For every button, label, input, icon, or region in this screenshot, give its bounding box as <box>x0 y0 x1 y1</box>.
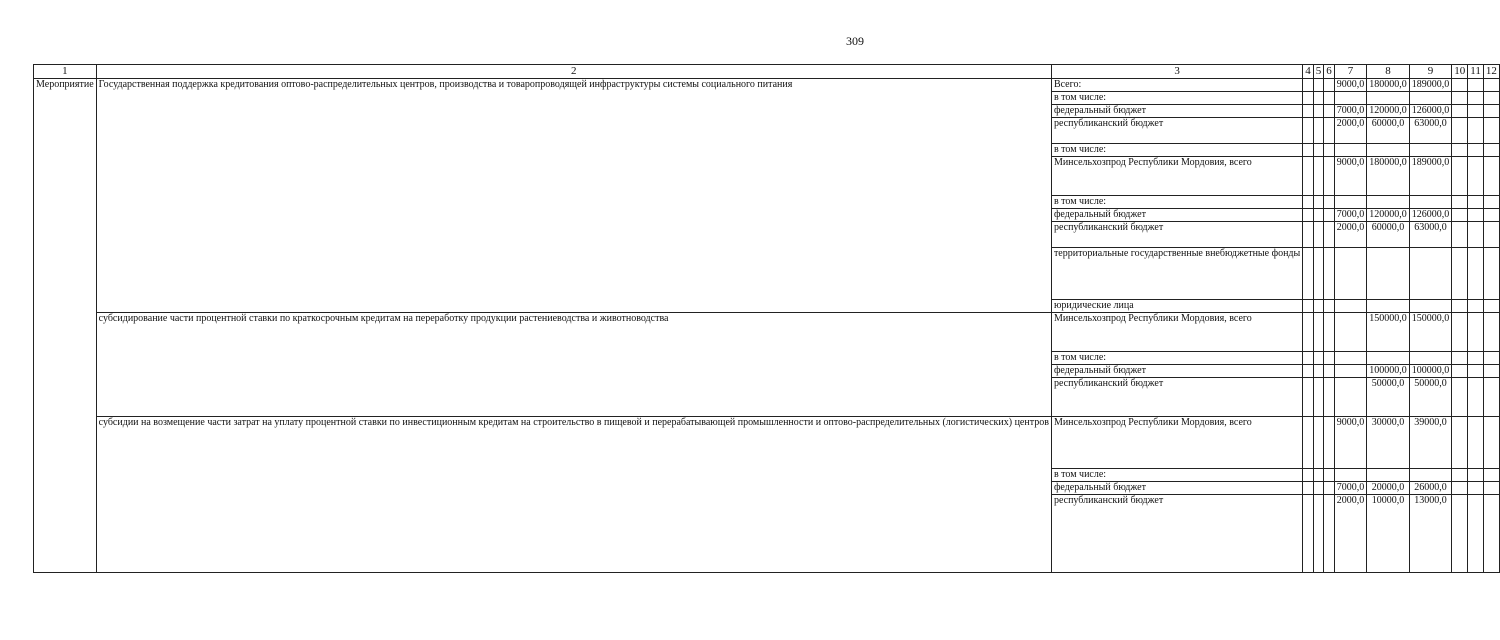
empty-cell <box>1324 313 1335 352</box>
empty-cell <box>1452 248 1468 300</box>
amount-cell-col8 <box>1367 196 1410 209</box>
funding-source-cell: федеральный бюджет <box>1051 105 1302 118</box>
funding-source-cell: в том числе: <box>1051 469 1302 482</box>
empty-cell <box>1483 378 1499 417</box>
empty-cell <box>1303 482 1314 495</box>
empty-cell <box>1452 313 1468 352</box>
empty-cell <box>1313 118 1324 144</box>
column-header: 4 <box>1303 65 1314 79</box>
amount-cell-col9 <box>1409 352 1452 365</box>
empty-cell <box>1483 222 1499 248</box>
amount-cell-col9: 26000,0 <box>1409 482 1452 495</box>
empty-cell <box>1324 248 1335 300</box>
empty-cell <box>1483 196 1499 209</box>
empty-cell <box>1452 157 1468 196</box>
funding-source-cell: в том числе: <box>1051 144 1302 157</box>
empty-cell <box>1468 248 1484 300</box>
column-header: 6 <box>1324 65 1335 79</box>
empty-cell <box>1452 469 1468 482</box>
empty-cell <box>1468 352 1484 365</box>
table-row <box>34 313 1500 352</box>
amount-cell-col7: 7000,0 <box>1334 105 1367 118</box>
measure-type-cell: Мероприятие <box>34 79 97 573</box>
empty-cell <box>1313 209 1324 222</box>
empty-cell <box>1483 352 1499 365</box>
amount-cell-col8 <box>1367 248 1410 300</box>
amount-cell-col7: 9000,0 <box>1334 417 1367 469</box>
empty-cell <box>1468 469 1484 482</box>
empty-cell <box>1483 248 1499 300</box>
amount-cell-col7 <box>1334 196 1367 209</box>
empty-cell <box>1303 105 1314 118</box>
empty-cell <box>1313 417 1324 469</box>
empty-cell <box>1468 482 1484 495</box>
amount-cell-col8: 150000,0 <box>1367 313 1410 352</box>
empty-cell <box>1452 365 1468 378</box>
empty-cell <box>1483 209 1499 222</box>
amount-cell-col8: 10000,0 <box>1367 495 1410 573</box>
empty-cell <box>1468 157 1484 196</box>
amount-cell-col9: 50000,0 <box>1409 378 1452 417</box>
empty-cell <box>1468 300 1484 313</box>
empty-cell <box>1452 79 1468 92</box>
empty-cell <box>1313 300 1324 313</box>
empty-cell <box>1483 417 1499 469</box>
funding-source-cell: республиканский бюджет <box>1051 118 1302 144</box>
empty-cell <box>1324 196 1335 209</box>
amount-cell-col7: 9000,0 <box>1334 157 1367 196</box>
amount-cell-col8: 60000,0 <box>1367 222 1410 248</box>
empty-cell <box>1303 144 1314 157</box>
empty-cell <box>1483 144 1499 157</box>
empty-cell <box>1303 495 1314 573</box>
empty-cell <box>1313 352 1324 365</box>
amount-cell-col8: 50000,0 <box>1367 378 1410 417</box>
empty-cell <box>1468 365 1484 378</box>
amount-cell-col9 <box>1409 300 1452 313</box>
funding-source-cell: территориальные государственные внебюджетные фонды <box>1051 248 1302 300</box>
amount-cell-col7 <box>1334 352 1367 365</box>
empty-cell <box>1324 352 1335 365</box>
empty-cell <box>1324 469 1335 482</box>
empty-cell <box>1324 495 1335 573</box>
amount-cell-col7: 7000,0 <box>1334 209 1367 222</box>
empty-cell <box>1452 222 1468 248</box>
empty-cell <box>1313 469 1324 482</box>
amount-cell-col9 <box>1409 144 1452 157</box>
empty-cell <box>1483 92 1499 105</box>
empty-cell <box>1483 118 1499 144</box>
amount-cell-col9: 39000,0 <box>1409 417 1452 469</box>
empty-cell <box>1313 365 1324 378</box>
empty-cell <box>1468 378 1484 417</box>
empty-cell <box>1452 482 1468 495</box>
funding-source-cell: в том числе: <box>1051 352 1302 365</box>
empty-cell <box>1452 495 1468 573</box>
amount-cell-col8 <box>1367 92 1410 105</box>
empty-cell <box>1483 482 1499 495</box>
amount-cell-col9: 100000,0 <box>1409 365 1452 378</box>
empty-cell <box>1468 417 1484 469</box>
empty-cell <box>1468 105 1484 118</box>
column-header: 7 <box>1334 65 1367 79</box>
funding-source-cell: республиканский бюджет <box>1051 378 1302 417</box>
empty-cell <box>1452 118 1468 144</box>
amount-cell-col7 <box>1334 365 1367 378</box>
page-number: 309 <box>846 34 864 48</box>
empty-cell <box>1303 79 1314 92</box>
column-header: 12 <box>1483 65 1499 79</box>
amount-cell-col9 <box>1409 92 1452 105</box>
empty-cell <box>1468 209 1484 222</box>
empty-cell <box>1303 378 1314 417</box>
empty-cell <box>1452 144 1468 157</box>
amount-cell-col7 <box>1334 378 1367 417</box>
funding-source-cell: республиканский бюджет <box>1051 495 1302 573</box>
column-header: 9 <box>1409 65 1452 79</box>
empty-cell <box>1313 378 1324 417</box>
empty-cell <box>1324 157 1335 196</box>
amount-cell-col9 <box>1409 196 1452 209</box>
empty-cell <box>1452 352 1468 365</box>
empty-cell <box>1324 144 1335 157</box>
funding-source-cell: республиканский бюджет <box>1051 222 1302 248</box>
amount-cell-col8: 60000,0 <box>1367 118 1410 144</box>
empty-cell <box>1324 482 1335 495</box>
empty-cell <box>1303 300 1314 313</box>
amount-cell-col9: 189000,0 <box>1409 157 1452 196</box>
amount-cell-col8: 100000,0 <box>1367 365 1410 378</box>
amount-cell-col9: 63000,0 <box>1409 222 1452 248</box>
empty-cell <box>1313 105 1324 118</box>
empty-cell <box>1313 79 1324 92</box>
amount-cell-col8: 180000,0 <box>1367 157 1410 196</box>
amount-cell-col9 <box>1409 469 1452 482</box>
amount-cell-col8 <box>1367 352 1410 365</box>
amount-cell-col8: 20000,0 <box>1367 482 1410 495</box>
empty-cell <box>1303 209 1314 222</box>
column-header: 1 <box>34 65 97 79</box>
empty-cell <box>1303 196 1314 209</box>
empty-cell <box>1452 378 1468 417</box>
funding-source-cell: федеральный бюджет <box>1051 209 1302 222</box>
funding-source-cell: в том числе: <box>1051 196 1302 209</box>
amount-cell-col7: 7000,0 <box>1334 482 1367 495</box>
funding-source-cell: федеральный бюджет <box>1051 365 1302 378</box>
empty-cell <box>1313 248 1324 300</box>
amount-cell-col9: 126000,0 <box>1409 105 1452 118</box>
amount-cell-col7 <box>1334 313 1367 352</box>
amount-cell-col7: 9000,0 <box>1334 79 1367 92</box>
amount-cell-col8: 120000,0 <box>1367 209 1410 222</box>
empty-cell <box>1303 365 1314 378</box>
amount-cell-col8: 120000,0 <box>1367 105 1410 118</box>
funding-source-cell: Всего: <box>1051 79 1302 92</box>
column-header: 8 <box>1367 65 1410 79</box>
empty-cell <box>1452 300 1468 313</box>
budget-table <box>33 64 1500 573</box>
column-header: 5 <box>1313 65 1324 79</box>
empty-cell <box>1452 417 1468 469</box>
empty-cell <box>1324 209 1335 222</box>
empty-cell <box>1483 313 1499 352</box>
empty-cell <box>1324 118 1335 144</box>
empty-cell <box>1324 92 1335 105</box>
empty-cell <box>1468 92 1484 105</box>
header-row <box>34 65 1500 79</box>
empty-cell <box>1468 313 1484 352</box>
empty-cell <box>1483 469 1499 482</box>
amount-cell-col8: 30000,0 <box>1367 417 1410 469</box>
amount-cell-col9: 63000,0 <box>1409 118 1452 144</box>
amount-cell-col8: 180000,0 <box>1367 79 1410 92</box>
program-name-cell: субсидирование части процентной ставки по краткосрочным кредитам на переработку продукции растениеводства и животноводства <box>96 313 1051 417</box>
empty-cell <box>1468 222 1484 248</box>
amount-cell-col9 <box>1409 248 1452 300</box>
empty-cell <box>1313 495 1324 573</box>
empty-cell <box>1324 378 1335 417</box>
empty-cell <box>1452 105 1468 118</box>
empty-cell <box>1452 196 1468 209</box>
empty-cell <box>1452 92 1468 105</box>
empty-cell <box>1313 144 1324 157</box>
empty-cell <box>1483 105 1499 118</box>
program-name-cell: субсидии на возмещение части затрат на уплату процентной ставки по инвестиционным кредитам на строительство в пищевой и перерабатывающей промышленности и оптово-распределительных (логистических) центров <box>96 417 1051 573</box>
empty-cell <box>1468 495 1484 573</box>
amount-cell-col7 <box>1334 300 1367 313</box>
funding-source-cell: федеральный бюджет <box>1051 482 1302 495</box>
column-header: 10 <box>1452 65 1468 79</box>
empty-cell <box>1303 417 1314 469</box>
empty-cell <box>1303 248 1314 300</box>
empty-cell <box>1303 352 1314 365</box>
table-row <box>34 79 1500 92</box>
empty-cell <box>1303 92 1314 105</box>
amount-cell-col7: 2000,0 <box>1334 118 1367 144</box>
empty-cell <box>1468 79 1484 92</box>
empty-cell <box>1468 118 1484 144</box>
amount-cell-col7 <box>1334 144 1367 157</box>
empty-cell <box>1303 157 1314 196</box>
funding-source-cell: Минсельхозпрод Республики Мордовия, всего <box>1051 313 1302 352</box>
amount-cell-col9: 126000,0 <box>1409 209 1452 222</box>
program-name-cell: Государственная поддержка кредитования оптово-распределительных центров, производства и товаропроводящей инфраструктуры системы социального питания <box>96 79 1051 313</box>
empty-cell <box>1313 313 1324 352</box>
empty-cell <box>1483 157 1499 196</box>
empty-cell <box>1483 300 1499 313</box>
amount-cell-col9: 150000,0 <box>1409 313 1452 352</box>
funding-source-cell: в том числе: <box>1051 92 1302 105</box>
empty-cell <box>1303 469 1314 482</box>
empty-cell <box>1303 222 1314 248</box>
empty-cell <box>1468 196 1484 209</box>
amount-cell-col7: 2000,0 <box>1334 222 1367 248</box>
funding-source-cell: юридические лица <box>1051 300 1302 313</box>
column-header: 3 <box>1051 65 1302 79</box>
empty-cell <box>1313 157 1324 196</box>
empty-cell <box>1324 300 1335 313</box>
empty-cell <box>1303 313 1314 352</box>
funding-source-cell: Минсельхозпрод Республики Мордовия, всего <box>1051 157 1302 196</box>
amount-cell-col8 <box>1367 300 1410 313</box>
empty-cell <box>1303 118 1314 144</box>
empty-cell <box>1483 79 1499 92</box>
amount-cell-col8 <box>1367 469 1410 482</box>
empty-cell <box>1324 222 1335 248</box>
amount-cell-col9: 189000,0 <box>1409 79 1452 92</box>
column-header: 2 <box>96 65 1051 79</box>
empty-cell <box>1313 196 1324 209</box>
empty-cell <box>1483 495 1499 573</box>
amount-cell-col7 <box>1334 469 1367 482</box>
amount-cell-col9: 13000,0 <box>1409 495 1452 573</box>
table-row <box>34 417 1500 469</box>
empty-cell <box>1313 92 1324 105</box>
amount-cell-col7: 2000,0 <box>1334 495 1367 573</box>
empty-cell <box>1313 222 1324 248</box>
empty-cell <box>1452 209 1468 222</box>
column-header: 11 <box>1468 65 1484 79</box>
empty-cell <box>1324 365 1335 378</box>
amount-cell-col7 <box>1334 92 1367 105</box>
empty-cell <box>1468 144 1484 157</box>
amount-cell-col8 <box>1367 144 1410 157</box>
empty-cell <box>1483 365 1499 378</box>
empty-cell <box>1324 79 1335 92</box>
empty-cell <box>1324 105 1335 118</box>
amount-cell-col7 <box>1334 248 1367 300</box>
empty-cell <box>1313 482 1324 495</box>
empty-cell <box>1324 417 1335 469</box>
funding-source-cell: Минсельхозпрод Республики Мордовия, всего <box>1051 417 1302 469</box>
